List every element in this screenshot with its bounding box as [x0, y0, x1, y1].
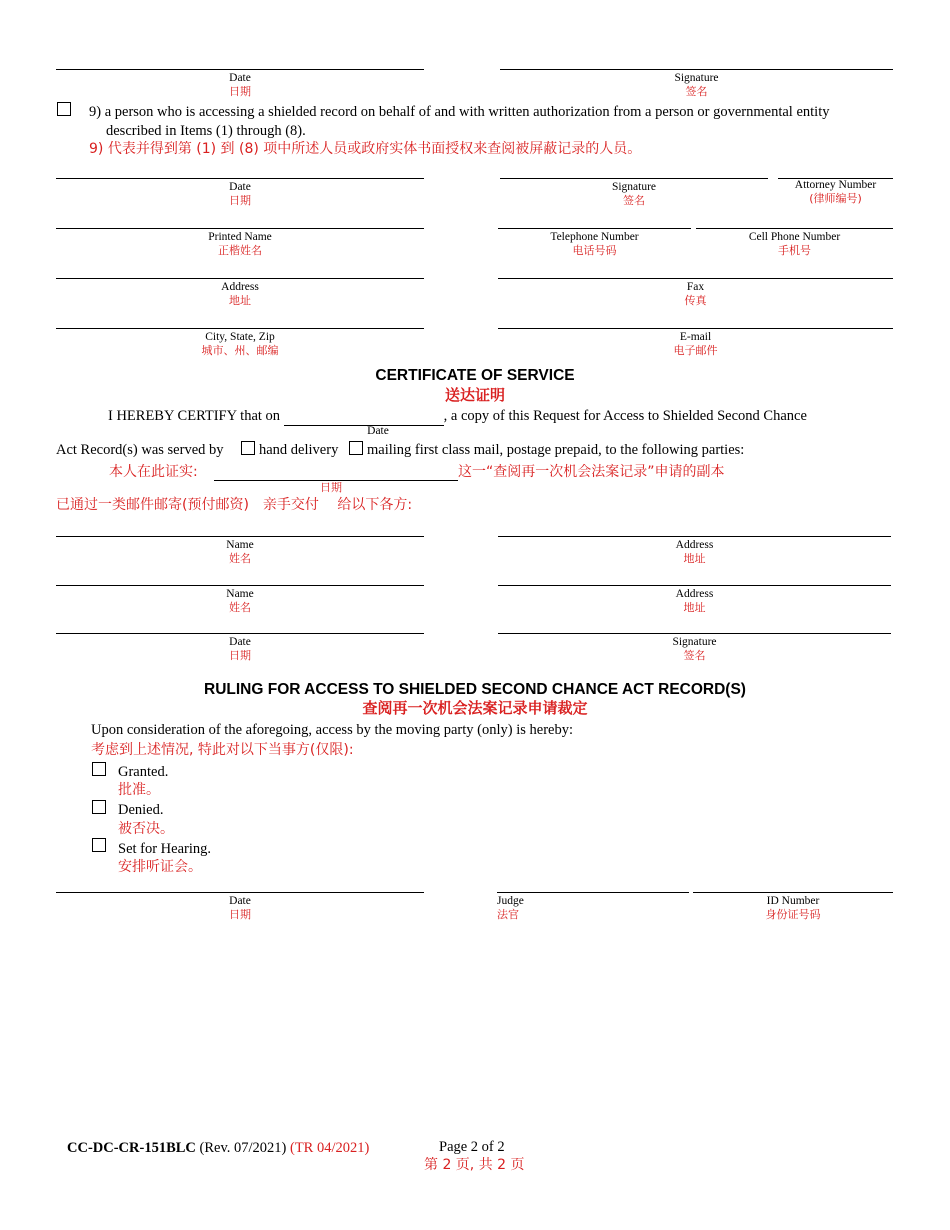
certificate-line1: I HEREBY CERTIFY that on , a copy of this Request for Access to Shielded Second Chance [108, 408, 807, 424]
party1-name-label: Name 姓名 [226, 539, 254, 565]
fax-label: Fax 传真 [684, 281, 707, 307]
judge-label: Judge 法官 [497, 895, 524, 921]
page-number: Page 2 of 2 [439, 1139, 505, 1155]
hand-delivery-label: hand delivery [259, 442, 339, 458]
set-for-hearing-checkbox[interactable] [92, 838, 106, 852]
certificate-title-zh: 送达证明 [444, 386, 505, 404]
ruling-date-label: Date 日期 [229, 895, 251, 921]
party1-address-line[interactable] [498, 536, 891, 537]
item9-text-zh: 9) 代表并得到第 (1) 到 (8) 项中所述人员或政府实体书面授权来查阅被屏蔽记录的人员。 [89, 141, 642, 157]
certificate-zh-line2: 已通过一类邮件邮寄(预付邮资) 亲手交付 给以下各方: [56, 497, 413, 513]
party2-name-line[interactable] [56, 585, 424, 586]
party2-name-label: Name 姓名 [226, 588, 254, 614]
mailing-checkbox[interactable] [349, 441, 363, 455]
service-date-caption: Date [367, 425, 389, 437]
id-number-label: ID Number 身份证号码 [765, 895, 821, 921]
cell-phone-line[interactable] [696, 228, 893, 229]
item9-text-line2: described in Items (1) through (8). [106, 123, 306, 139]
printed-name-line[interactable] [56, 228, 424, 229]
date-line-2[interactable] [56, 178, 424, 179]
ruling-title: RULING FOR ACCESS TO SHIELDED SECOND CHANCE ACT RECORD(S) [204, 681, 746, 698]
printed-name-label: Printed Name 正楷姓名 [208, 231, 272, 257]
denied-label: Denied. [118, 802, 164, 818]
telephone-label: Telephone Number 电话号码 [550, 231, 639, 257]
granted-checkbox[interactable] [92, 762, 106, 776]
granted-label: Granted. [118, 764, 169, 780]
certificate-zh-b: 这一“查阅再一次机会法案记录”申请的副本 [458, 464, 725, 480]
item9-checkbox[interactable] [57, 102, 71, 116]
address-label: Address 地址 [221, 281, 259, 307]
signature-label-2: Signature 签名 [611, 181, 657, 207]
certificate-date-label: Date 日期 [229, 636, 251, 662]
mailing-label: mailing first class mail, postage prepaid, to the following parties: [367, 442, 745, 458]
party2-address-label: Address 地址 [675, 588, 714, 614]
email-label: E-mail 电子邮件 [673, 331, 718, 357]
certificate-zh-a: 本人在此证实: [109, 464, 198, 480]
ruling-title-zh: 查阅再一次机会法案记录申请裁定 [362, 699, 588, 717]
date-label-top: Date 日期 [229, 72, 251, 98]
party1-address-label: Address 地址 [675, 539, 714, 565]
certificate-date-line[interactable] [56, 633, 424, 634]
form-id: CC-DC-CR-151BLC (Rev. 07/2021) (TR 04/2021) [67, 1140, 370, 1156]
address-line[interactable] [56, 278, 424, 279]
ruling-intro-zh: 考虑到上述情况, 特此对以下当事方(仅限): [91, 742, 354, 758]
city-state-zip-line[interactable] [56, 328, 424, 329]
certificate-signature-line[interactable] [498, 633, 891, 634]
telephone-line[interactable] [498, 228, 691, 229]
granted-label-zh: 批准。 [118, 782, 160, 798]
party2-address-line[interactable] [498, 585, 891, 586]
item9-text-line1: 9) a person who is accessing a shielded record on behalf of and with written authorization from a person or governmental entity [89, 104, 830, 120]
city-state-zip-label: City, State, Zip 城市、州、邮编 [201, 331, 279, 357]
cell-phone-label: Cell Phone Number 手机号 [748, 231, 841, 257]
denied-label-zh: 被否决。 [118, 821, 174, 837]
set-for-hearing-label: Set for Hearing. [118, 841, 212, 857]
fax-line[interactable] [498, 278, 893, 279]
ruling-date-line[interactable] [56, 892, 424, 893]
page-number-zh: 第 2 页, 共 2 页 [424, 1157, 525, 1173]
judge-line[interactable] [497, 892, 689, 893]
ruling-intro: Upon consideration of the aforegoing, access by the moving party (only) is hereby: [91, 722, 573, 738]
attorney-number-label: Attorney Number (律师编号) [794, 179, 877, 205]
signature-line-2[interactable] [500, 178, 768, 179]
date-label-2: Date 日期 [229, 181, 251, 207]
service-date-caption-zh: 日期 [320, 481, 342, 494]
party1-name-line[interactable] [56, 536, 424, 537]
id-number-line[interactable] [693, 892, 893, 893]
service-date-field[interactable] [284, 407, 444, 426]
set-for-hearing-label-zh: 安排听证会。 [118, 859, 202, 875]
denied-checkbox[interactable] [92, 800, 106, 814]
certificate-line2: Act Record(s) was served by [56, 442, 224, 458]
hand-delivery-checkbox[interactable] [241, 441, 255, 455]
signature-line-top[interactable] [500, 69, 893, 70]
date-line-top[interactable] [56, 69, 424, 70]
email-line[interactable] [498, 328, 893, 329]
certificate-title: CERTIFICATE OF SERVICE [375, 367, 575, 384]
certificate-signature-label: Signature 签名 [672, 636, 717, 662]
signature-label-top: Signature 签名 [674, 72, 719, 98]
